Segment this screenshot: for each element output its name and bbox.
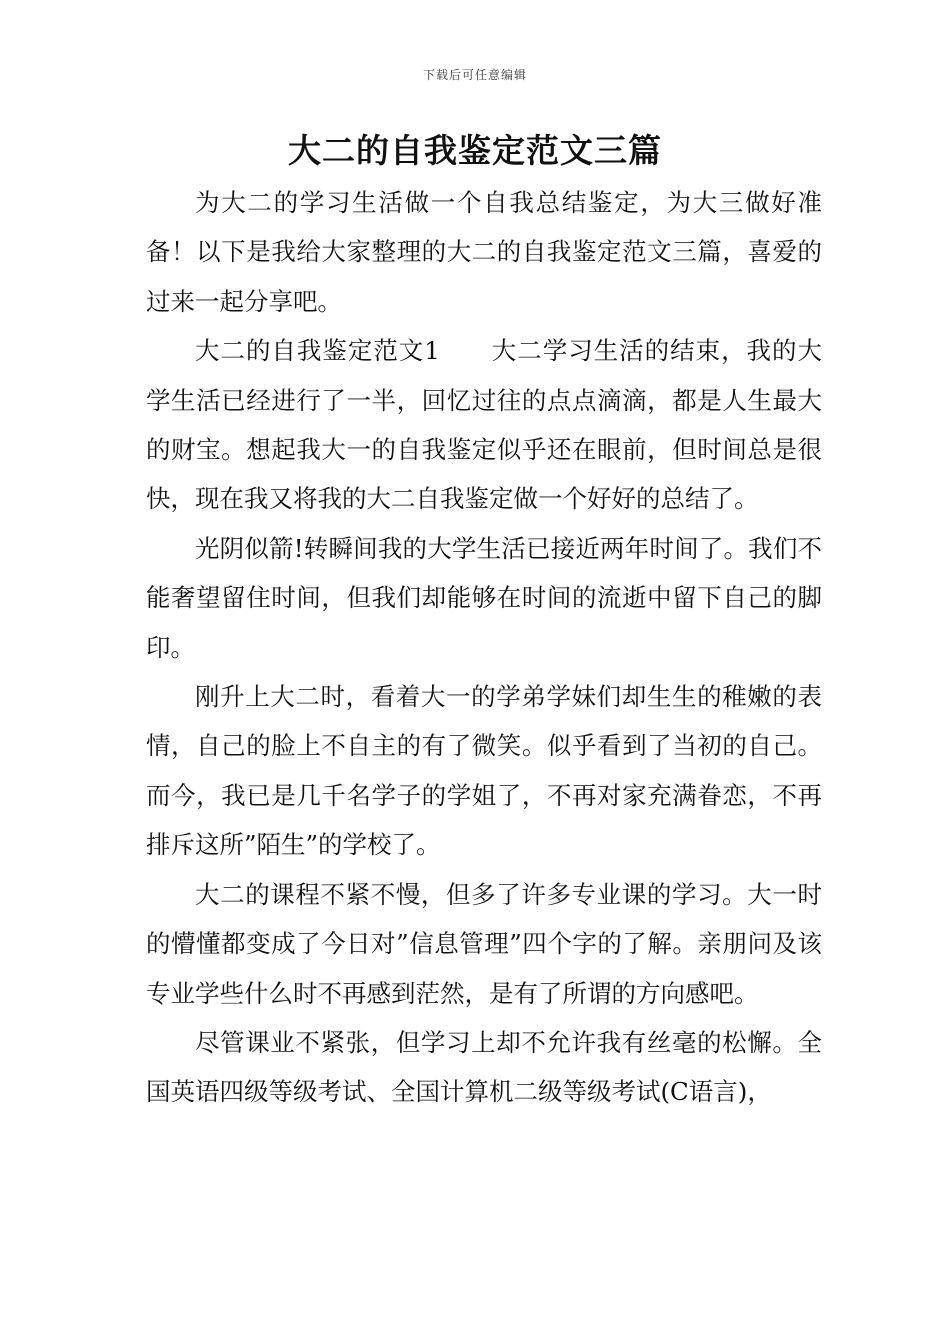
paragraph-time-passing: 光阴似箭!转瞬间我的大学生活已接近两年时间了。我们不能奢望留住时间，但我们却能够在时间的流逝中留下自己的脚印。 (146, 533, 822, 662)
paragraph-intro: 为大二的学习生活做一个自我总结鉴定，为大三做好准备！以下是我给大家整理的大二的自我鉴定范文三篇，喜爱的过来一起分享吧。 (146, 188, 822, 316)
paragraph-courses: 大二的课程不紧不慢，但多了许多专业课的学习。大一时的懵懂都变成了今日对”信息管理”四个字的了解。亲朋问及该专业学些什么时不再感到茫然，是有了所谓的方向感吧。 (146, 879, 822, 1008)
paragraph-sample-1-opening: 大二的自我鉴定范文1 大二学习生活的结束，我的大学生活已经进行了一半，回忆过往的点点滴滴，都是人生最大的财宝。想起我大一的自我鉴定似乎还在眼前，但时间总是很快，现在我又将我的大二自我鉴定做一个好好的总结了。 (146, 336, 822, 514)
paragraph-sophomore-start: 刚升上大二时，看着大一的学弟学妹们却生生的稚嫩的表情，自己的脸上不自主的有了微笑。似乎看到了当初的自己。而今，我已是几千名学子的学姐了，不再对家充满眷恋，不再排斥这所”陌生”的学校了。 (146, 682, 822, 860)
document-body (146, 178, 822, 1117)
document-title: 大二的自我鉴定范文三篇 (288, 131, 662, 170)
paragraph-study: 尽管课业不紧张，但学习上却不允许我有丝毫的松懈。全国英语四级等级考试、全国计算机二级等级考试(C语言)， (146, 1027, 822, 1107)
page-header-note: 下载后可任意编辑 (422, 68, 527, 82)
